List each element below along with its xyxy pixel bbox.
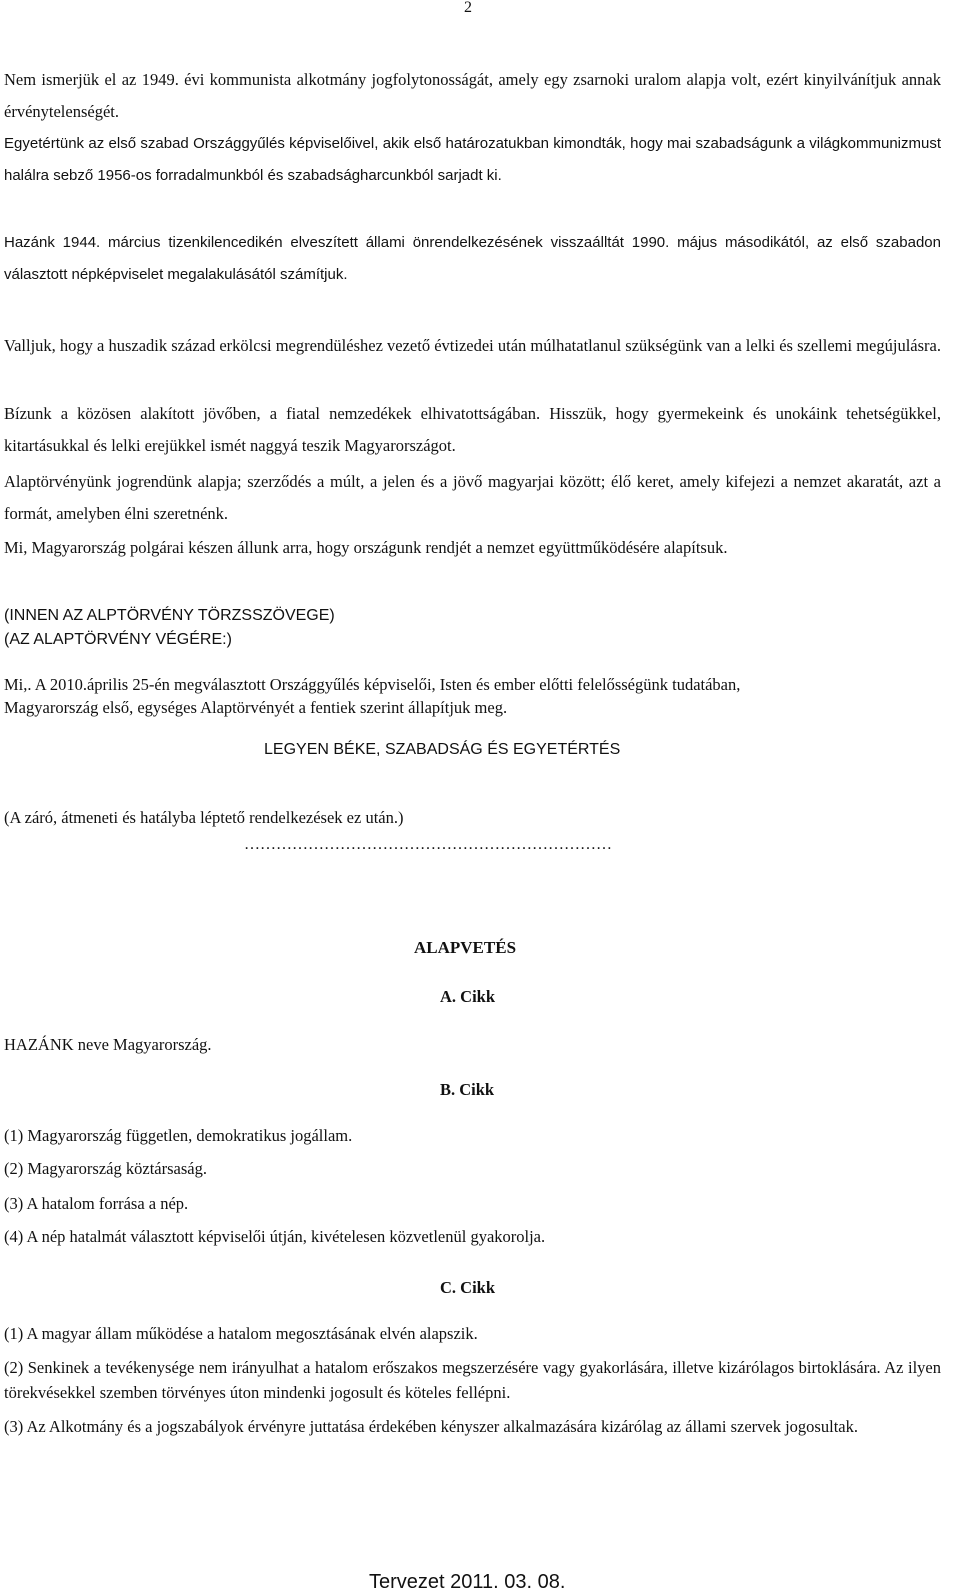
closing-line-1: Mi,. A 2010.április 25-én megválasztott Országgyűlés képviselői, Isten és ember előtti felelősségünk tudatában, [4,675,741,694]
article-c-item-2: (2) Senkinek a tevékenysége nem irányulhat a hatalom erőszakos megszerzésére vagy gyakorlására, illetve kizárólagos birtoklására. Az ilyen törekvésekkel szemben törvényes úton mindenki jogosult és köteles fellépni. [4,1358,941,1402]
placeholder-line-2: (AZ ALAPTÖRVÉNY VÉGÉRE:) [4,631,232,648]
dotted-separator: …………………………………………………………… [244,836,612,853]
article-a-text: HAZÁNK neve Magyarország. [4,1035,212,1054]
section-title-alapvetes: ALAPVETÉS [414,938,517,957]
page-number: 2 [464,0,472,16]
footer-draft-date: Tervezet 2011. 03. 08. [369,1571,566,1593]
preamble-paragraph-2: Egyetértünk az első szabad Országgyűlés képviselőivel, akik első határozatukban kimondták, hogy mai szabadságunk a világkommunizmust halálra sebző 1956-os forradalmunkból és szabadságharcunkból sarjadt ki. [4,135,941,184]
article-b-item-1: (1) Magyarország független, demokratikus jogállam. [4,1126,353,1145]
preamble-paragraph-5: Bízunk a közösen alakított jövőben, a fiatal nemzedékek elhivatottságában. Hisszük, hogy gyermekeink és unokáink tehetségükkel, kitartásukkal és lelki erejükkel ismét naggyá teszik Magyarországot. [4,404,941,455]
article-a-title: A. Cikk [440,987,496,1006]
article-c-item-1: (1) A magyar állam működése a hatalom megosztásának elvén alapszik. [4,1324,478,1343]
preamble-paragraph-7: Mi, Magyarország polgárai készen állunk arra, hogy országunk rendjét a nemzet együttműködésére alapítsuk. [4,538,728,557]
preamble-paragraph-4: Valljuk, hogy a huszadik század erkölcsi megrendüléshez vezető évtizedei után múlhatatlanul szükségünk van a lelki és szellemi megújulásra. [4,336,941,355]
closing-note: (A záró, átmeneti és hatályba léptető rendelkezések ez után.) [4,808,404,827]
article-b-item-3: (3) A hatalom forrása a nép. [4,1194,189,1213]
preamble-paragraph-3: Hazánk 1944. március tizenkilencedikén elveszített állami önrendelkezésének visszaálltát 1990. május másodikától, az első szabadon választott népképviselet megalakulásától számítjuk. [4,234,941,283]
article-b-item-2: (2) Magyarország köztársaság. [4,1159,207,1178]
closing-line-2: Magyarország első, egységes Alaptörvényét a fentiek szerint állapítjuk meg. [4,698,508,717]
article-b-item-4: (4) A nép hatalmát választott képviselői útján, kivételesen közvetlenül gyakorolja. [4,1227,546,1246]
article-c-title: C. Cikk [440,1278,496,1297]
preamble-paragraph-1: Nem ismerjük el az 1949. évi kommunista alkotmány jogfolytonosságát, amely egy zsarnoki uralom alapja volt, ezért kinyilvánítjuk annak érvénytelenségét. [4,70,941,121]
article-b-title: B. Cikk [440,1080,495,1099]
article-c-item-3: (3) Az Alkotmány és a jogszabályok érvényre juttatása érdekében kényszer alkalmazására kizárólag az állami szervek jogosultak. [4,1417,858,1436]
placeholder-line-1: (INNEN AZ ALPTÖRVÉNY TÖRZSSZÖVEGE) [4,607,335,624]
motto: LEGYEN BÉKE, SZABADSÁG ÉS EGYETÉRTÉS [264,741,621,758]
preamble-paragraph-6: Alaptörvényünk jogrendünk alapja; szerződés a múlt, a jelen és a jövő magyarjai között; élő keret, amely kifejezi a nemzet akaratát, azt a formát, amelyben élni szeretnénk. [4,472,941,523]
